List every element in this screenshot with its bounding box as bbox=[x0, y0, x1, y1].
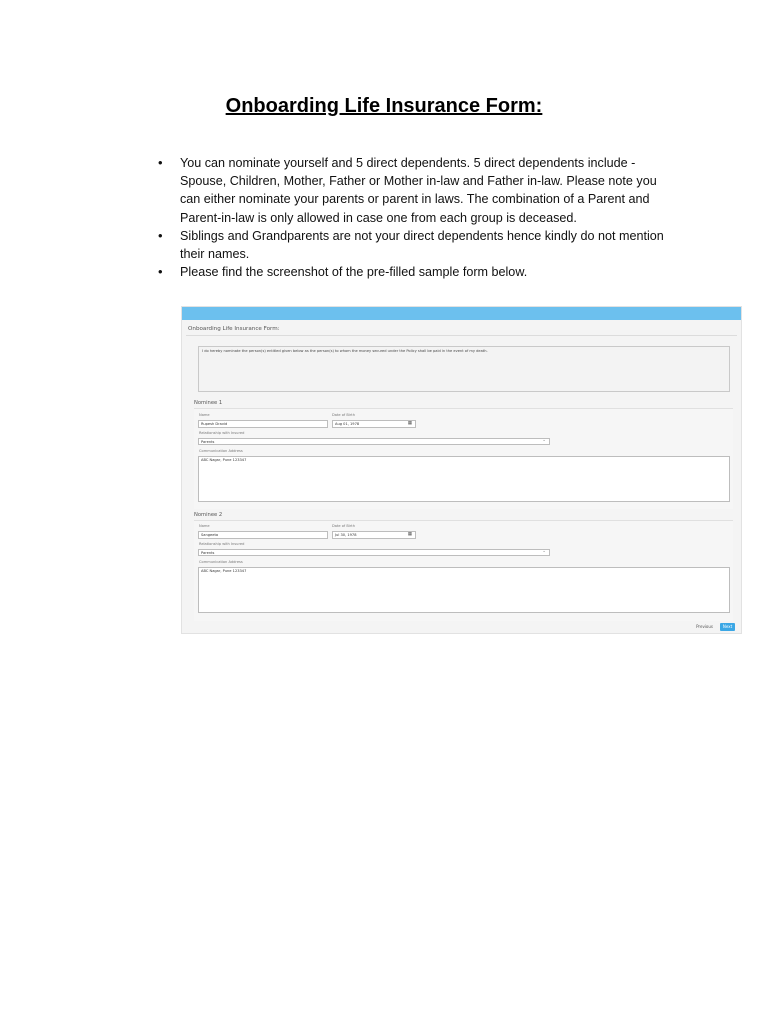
dob-label: Date of Birth bbox=[332, 524, 355, 528]
list-item bbox=[158, 154, 680, 227]
nominee-2-relationship-value: Parents bbox=[201, 551, 215, 555]
dob-label: Date of Birth bbox=[332, 413, 355, 417]
name-label: Name bbox=[199, 524, 210, 528]
relationship-label: Relationship with Insured bbox=[199, 431, 245, 435]
page-title: Onboarding Life Insurance Form: bbox=[225, 95, 543, 117]
list-item bbox=[158, 263, 680, 281]
bullet-icon: • bbox=[158, 264, 163, 280]
nominee-2-address-value: ABC Nagar, Pune 123347 bbox=[201, 569, 247, 573]
nominee-2-address-input[interactable] bbox=[198, 567, 730, 613]
nominee-2-dob-input[interactable] bbox=[332, 531, 416, 539]
instruction-list bbox=[158, 154, 680, 281]
nominee-2-dob-value: Jul 30, 1978 bbox=[335, 533, 357, 537]
form-screenshot bbox=[181, 306, 742, 634]
chevron-down-icon: ⌄ bbox=[542, 438, 546, 443]
bullet-icon: • bbox=[158, 155, 163, 170]
nominee-1-heading: Nominee 1 bbox=[194, 400, 223, 406]
nominee-1-dob-input[interactable] bbox=[332, 420, 416, 428]
nominee-1-address-input[interactable] bbox=[198, 456, 730, 502]
address-label: Communication Address bbox=[199, 449, 243, 453]
list-item bbox=[158, 227, 680, 263]
bullet-text: Siblings and Grandparents are not your direct dependents hence kindly do not mention their names. bbox=[180, 228, 664, 262]
bullet-text: Please find the screenshot of the pre-filled sample form below. bbox=[180, 265, 528, 280]
form-header-bar bbox=[182, 307, 741, 320]
bullet-icon: • bbox=[158, 227, 163, 243]
nominee-1-relationship-select[interactable] bbox=[198, 438, 550, 445]
calendar-icon[interactable]: ▦ bbox=[407, 532, 412, 537]
nominee-1-relationship-value: Parents bbox=[201, 440, 215, 444]
next-button[interactable]: Next bbox=[720, 623, 735, 631]
declaration-box: I do hereby nominate the person(s) entitled given below as the person(s) to whom the money secured under the Policy shall be paid in the event of my death. bbox=[198, 346, 730, 392]
bullet-text: You can nominate yourself and 5 direct dependents. 5 direct dependents include - Spouse, Children, Mother, Father or Mother in-law and Father in-law. Please note you can either nominate your parents or parent in laws. The combination of a Parent and Parent-in-law is only allowed in case one from each group is deceased. bbox=[180, 156, 657, 225]
form-title: Onboarding Life Insurance Form: bbox=[188, 326, 280, 332]
name-label: Name bbox=[199, 413, 210, 417]
relationship-label: Relationship with Insured bbox=[199, 542, 245, 546]
divider bbox=[186, 335, 737, 336]
nominee-2-name-input[interactable] bbox=[198, 531, 328, 539]
nominee-1-name-value: Rupesh Dravid bbox=[201, 422, 228, 426]
nominee-2-name-value: Sangeeta bbox=[201, 533, 219, 537]
nominee-1-dob-value: Aug 01, 1978 bbox=[335, 422, 360, 426]
nominee-1-address-value: ABC Nagar, Pune 123347 bbox=[201, 458, 247, 462]
nominee-2-relationship-select[interactable] bbox=[198, 549, 550, 556]
previous-button[interactable]: Previous bbox=[696, 624, 713, 629]
nominee-1-name-input[interactable] bbox=[198, 420, 328, 428]
nominee-2-heading: Nominee 2 bbox=[194, 512, 223, 518]
address-label: Communication Address bbox=[199, 560, 243, 564]
chevron-down-icon: ⌄ bbox=[542, 549, 546, 554]
calendar-icon[interactable]: ▦ bbox=[407, 421, 412, 426]
